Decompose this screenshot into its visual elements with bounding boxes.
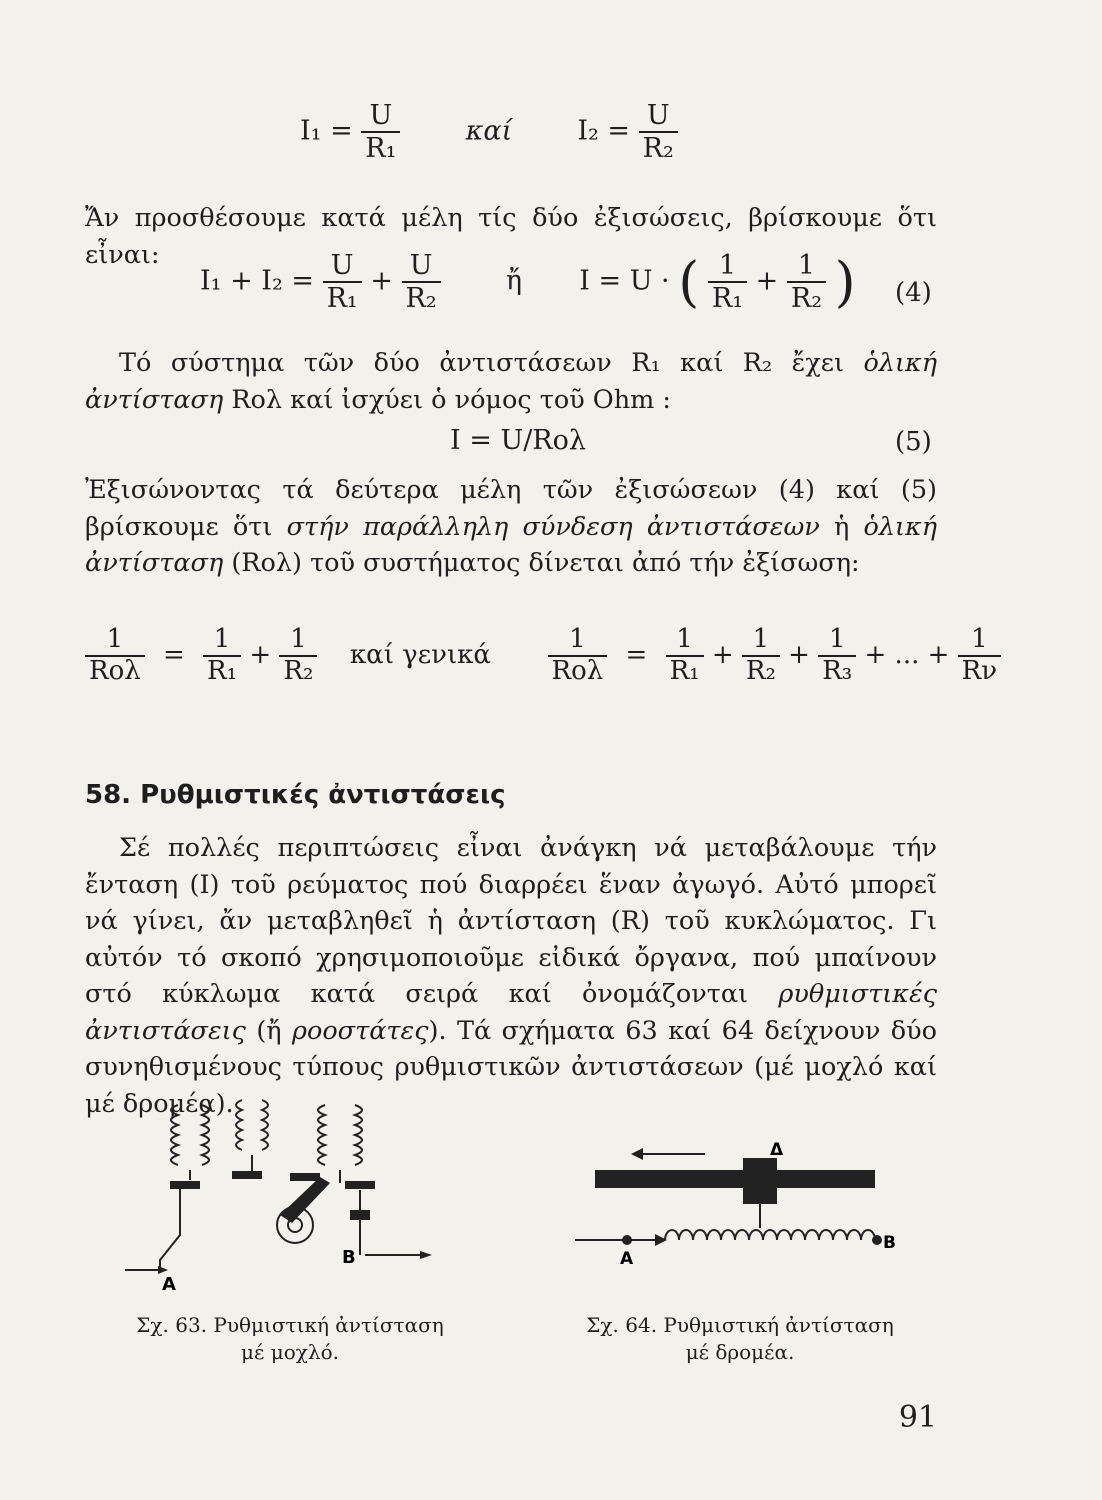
equation-4: I₁ + I₂ = $\frac{U}{\text{R₁}}$ + $\frac{U}{\text{R₂}}$ ἤ I = U · ( $\frac{1}{\text{R₁}}$ + $\frac{1}{\text{R₂}}$ )	[200, 250, 856, 315]
section-heading: 58. Ρυθμιστικές ἀντιστάσεις	[85, 780, 506, 810]
figure-63-caption: Σχ. 63. Ρυθμιστική ἀντίσταση μέ μοχλό.	[136, 1313, 444, 1364]
fig63-label-b: B	[342, 1247, 356, 1268]
fraction-u-r1: $\frac{U}{\text{R₁}}$	[361, 100, 400, 164]
coil-2	[236, 1100, 268, 1150]
paragraph-rheostats: Σέ πολλές περιπτώσεις εἶναι ἀνάγκη νά μεταβάλουμε τήν ἔνταση (I) τοῦ ρεύματος πού διαρρέει ἕναν ἀγωγό. Αὐτό μπορεῖ νά γίνει, ἄν μεταβληθεῖ ἡ ἀντίσταση (R) τοῦ κυκλώματος. Γι αὐτόν τό σκοπό χρησιμοποιοῦμε εἰδικά ὄργανα, πού μπαίνουν στό κύκλωμα κατά σειρά καί ὀνομάζονται ρυθμιστικές ἀντιστάσεις (ἤ ροοστάτες). Τά σχήματα 63 καί 64 δείχνουν δύο συνηθισμένους τύπους ρυθμιστικῶν ἀντιστάσεων (μέ μοχλό καί μέ δρομέα).	[85, 833, 937, 1119]
fig64-label-a: A	[620, 1249, 634, 1269]
fig64-label-slider: Δ	[770, 1140, 784, 1160]
equation-5: I = U/Rολ	[450, 425, 587, 456]
equation-number-4: (4)	[895, 278, 932, 308]
slider-contact	[743, 1158, 777, 1204]
eq-and-general: καί γενικά	[349, 639, 491, 670]
figure-64-caption: Σχ. 64. Ρυθμιστική ἀντίσταση μέ δρομέα.	[586, 1313, 894, 1364]
resistance-coil	[665, 1230, 875, 1240]
fraction-u-r2: $\frac{U}{\text{R₂}}$	[639, 100, 678, 164]
equation-parallel-general: $\frac{1}{\text{Rολ}}$ = $\frac{1}{\text{R₁}}$ + $\frac{1}{\text{R₂}}$ καί γενικά $\frac{1}{\text{Rολ}}$ = $\frac{1}{\text{R₁}}$ + $\frac{1}{\text{R₂}}$ + $\frac{1}{\text{R₃}}$ + ... + $\frac{1}{R\nu}$	[85, 625, 1001, 687]
lever-arm	[280, 1177, 330, 1223]
page-number: 91	[898, 1400, 937, 1435]
paragraph-equate: Ἐξισώνοντας τά δεύτερα μέλη τῶν ἐξισώσεων (4) καί (5) βρίσκουμε ὅτι στήν παράλληλη σύνδεση ἀντιστάσεων ἡ ὁλική ἀντίσταση (Rολ) τοῦ συστήματος δίνεται ἀπό τήν ἐξίσωση:	[85, 475, 937, 578]
paragraph-system-resistance: Τό σύστημα τῶν δύο ἀντιστάσεων R₁ καί R₂ ἔχει ὁλική ἀντίσταση Rολ καί ἰσχύει ὁ νόμος τοῦ Ohm :	[85, 348, 937, 415]
eq-i2-lhs: I₂ =	[577, 115, 631, 147]
coil-1	[171, 1105, 209, 1165]
fig63-label-a: A	[162, 1274, 176, 1295]
slider-bar	[595, 1170, 875, 1188]
figure-64-slider-rheostat	[565, 1140, 905, 1280]
figure-63-lever-rheostat	[120, 1085, 470, 1295]
eq-i1-lhs: I₁ =	[300, 115, 353, 147]
coil-3	[318, 1105, 362, 1165]
equation-number-5: (5)	[895, 427, 932, 457]
paragraph-add-equations: Ἄν προσθέσουμε κατά μέλη τίς δύο ἐξισώσεις, βρίσκουμε ὅτι εἶναι:	[85, 203, 937, 270]
equation-ohm-branches	[300, 100, 678, 164]
fig64-label-b: B	[883, 1233, 896, 1253]
eq-connector: καί	[465, 115, 513, 147]
